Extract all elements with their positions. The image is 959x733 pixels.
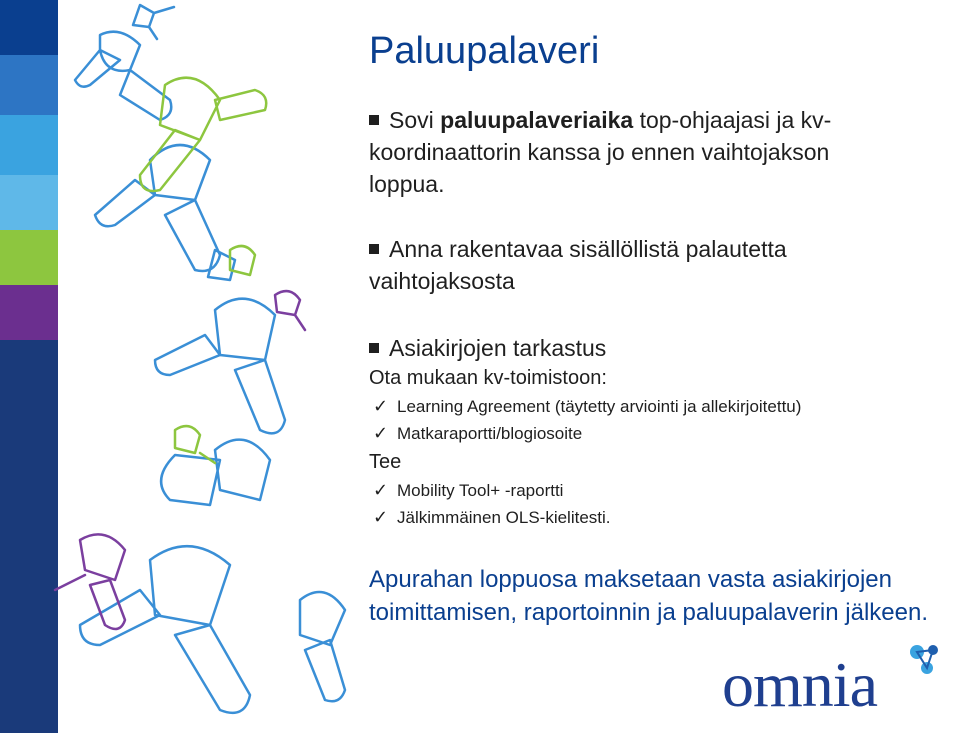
- decorative-molecule-pattern: [0, 0, 400, 733]
- square-bullet-icon: [369, 244, 379, 254]
- logo-molecule-icon: [905, 640, 945, 680]
- grant-notice: Apurahan loppuosa maksetaan vasta asiakirjojen toimittamisen, raportoinnin ja paluupalaverin jälkeen.: [369, 566, 928, 626]
- checkmark-icon: ✓: [373, 423, 389, 443]
- check-item: ✓ Learning Agreement (täytetty arviointi ja allekirjoitettu): [369, 393, 939, 420]
- check-item: ✓ Matkaraportti/blogiosoite: [369, 420, 939, 447]
- check-item: ✓ Jälkimmäinen OLS-kielitesti.: [369, 504, 939, 531]
- square-bullet-icon: [369, 343, 379, 353]
- bullet-feedback: Anna rakentavaa sisällöllistä palautetta vaihtojaksosta: [369, 236, 787, 294]
- sub-heading-bring: Ota mukaan kv-toimistoon:: [369, 367, 607, 389]
- bullet-meeting-time: Sovi paluupalaveriaika top-ohjaajasi ja kv-koordinaattorin kanssa jo ennen vaihtojakson loppua.: [369, 107, 832, 197]
- check-item: ✓ Mobility Tool+ -raportti: [369, 477, 939, 504]
- square-bullet-icon: [369, 115, 379, 125]
- sub-heading-do: Tee: [369, 451, 402, 473]
- checkmark-icon: ✓: [373, 480, 389, 500]
- checkmark-icon: ✓: [373, 396, 389, 416]
- checkmark-icon: ✓: [373, 507, 389, 527]
- bullet-document-check: Asiakirjojen tarkastus Ota mukaan kv-toimistoon: ✓ Learning Agreement (täytetty arviointi ja allekirjoitettu) ✓ Matkaraportti/blogiosoite Tee ✓ Mobility Tool+ -raportti ✓ Jälkimmäinen OLS-kielitesti.: [369, 333, 939, 531]
- omnia-logo: [722, 640, 952, 720]
- page-title: Paluupalaveri: [369, 30, 600, 72]
- logo-text: omnia: [722, 649, 877, 720]
